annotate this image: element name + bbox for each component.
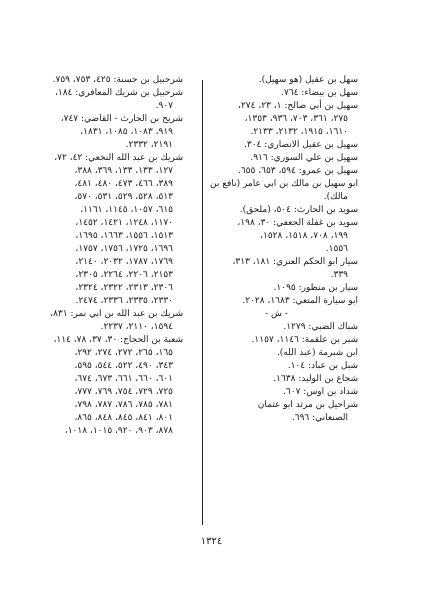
column-divider <box>202 80 203 525</box>
index-entry-continuation: ١٩٩، ٧٠٨، ١٥١٨، ١٥٢٨، <box>260 231 348 241</box>
index-entry: شرحبيل بن حسنة: ٤٢٥، ٧٥٣، ٧٥٩. <box>52 75 183 85</box>
index-entry-continuation: ٨٠١، ٨٤١، ٨٤٥، ٨٤٨، ٨٦٥، <box>74 413 173 423</box>
index-entry-continuation: ٦١٥، ١٠٥٧، ١١٤٥، ١١٦١، <box>80 205 173 215</box>
index-entry-continuation: مالك). <box>323 192 348 202</box>
index-entry: شجاع بن الوليد: ١٦٣٨. <box>273 374 358 384</box>
index-entry: سيار ابو الحكم العنزي: ١٨١، ٣١٣، <box>232 257 358 267</box>
index-entry-continuation: ٨٧٨، ٩٠٣، ٩٢٠، ١٠١٥، ١٠١٨، <box>64 426 173 436</box>
index-entry: سهيل بن عقيل الانصاري: ٣٠٤. <box>244 140 358 150</box>
index-entry: شريح بن الحارث - القاضي: ٧٤٧، <box>60 114 183 124</box>
index-entry-continuation: ١٥٩٤، ٢١١٠، ٢٢٣٧. <box>100 322 173 332</box>
index-entry-continuation: ٢١٩١، ٢٣٣٢. <box>125 140 173 150</box>
index-entry: ابو سيارة المتعي: ١٦٨٣، ٢٠٢٨. <box>242 296 358 306</box>
index-entry: ابن شبرمة (عبد الله). <box>276 348 358 358</box>
index-entry-continuation: ٦٠١، ٦٦٠، ٦٦١، ٦٧٣، ٦٧٤، <box>74 374 173 384</box>
index-entry: سهيل بن علي السوري: ٩١٦. <box>250 153 358 163</box>
index-entry-continuation: ٧٨١، ٧٨٥، ٧٨٦، ٧٨٧، ٧٩٨، <box>74 400 173 410</box>
index-entry: شبر بن علقمة: ١١٤٦، ١١٥٧. <box>251 335 358 345</box>
index-entry-continuation: ٩٠٧. <box>155 101 173 111</box>
index-entry-continuation: ١٥٥٦. <box>325 244 348 254</box>
index-entry-continuation: ٣٤٣، ٤٩٠، ٥٢٢، ٥٤٤، ٥٩٥، <box>74 361 173 371</box>
index-entry-continuation: ١٧٦٩، ١٧٨٧، ٢٠٣٢، ٢١٤٠، <box>75 257 173 267</box>
section-letter-heading: - ش - <box>265 309 288 319</box>
index-entry: شعبة بن الحجاج: ٣٠، ٣٧، ٧٨، ١١٤، <box>53 335 183 345</box>
index-entry-continuation: ٢٣٣٠، ٢٣٣٥، ٢٣٣٦، ٢٤٧٤. <box>75 296 173 306</box>
index-entry: شراحيل بن مرثد ابو عثمان <box>257 400 358 410</box>
index-entry-continuation: الصنعاني: ٦٩٦. <box>291 413 348 423</box>
index-entry: سويد بن غفلة الجعفي: ٣٠، ١٩٨، <box>237 218 358 228</box>
right-column <box>195 74 358 425</box>
index-entry-continuation: ١٥١٣، ١٥٥٦، ١٦٦٣، ١٦٩٥، <box>75 231 173 241</box>
index-entry-continuation: ٢١٥٣، ٢٢٠٦، ٢٢٦٤، ٢٣٠٥، <box>75 270 173 280</box>
index-entry: شداد بن اوس: ٦٠٧. <box>283 387 358 397</box>
index-entry: شباك الضبي: ١٢٧٩. <box>283 322 358 332</box>
index-entry: شرحبيل بن شريك المعافري: ١٨٤، <box>54 88 183 98</box>
index-entry-continuation: ١٦١٠، ١٩١٥، ٢١٣٢، ٢١٣٣. <box>250 127 348 137</box>
index-entry: ابو سهيل بن مالك بن ابي عامر (نافع بن <box>210 179 358 189</box>
index-entry: سهيل بن أبي صالح: ١، ٢٣، ٢٧٤، <box>238 101 358 111</box>
index-entry: سيار بن منظور: ١٠٩٥. <box>273 283 358 293</box>
index-entry-continuation: ١٦٩٦، ١٧٢٥، ١٧٥٦، ١٧٥٧، <box>75 244 173 254</box>
index-entry: سويد بن الحارث: ٥٠٤، (ملحق). <box>239 205 358 215</box>
index-entry-continuation: ٢٣٠٦، ٢٣١٣، ٢٣٢٢، ٢٣٢٤، <box>75 283 173 293</box>
index-entry: شريك بن عبد الله بن ابي نمر: ٨٣١، <box>50 309 183 319</box>
index-entry: سهل بن عقيل (هو سهيل). <box>258 75 358 85</box>
index-entry: شبل بن عباد: ١٠٤. <box>287 361 358 371</box>
left-column <box>20 74 183 438</box>
index-entry: سهل بن بيضاء: ٧٦٤. <box>281 88 358 98</box>
index-entry-continuation: ١٢٧، ١٣٣، ١٣٣، ٣٦٩، ٣٨٨، <box>74 166 173 176</box>
page-number: ١٣٢٤ <box>200 536 223 547</box>
index-entry: شريك بن عبد الله النخعي: ٤٢، ٧٢، <box>54 153 183 163</box>
index-entry: سهيل بن عمرو: ٥٩٤، ٦٥٣، ٦٥٥. <box>237 166 358 176</box>
index-entry-continuation: ١١٧٠، ١٢٤٨، ١٤٢١، ١٤٥٢، <box>75 218 173 228</box>
index-entry-continuation: ٩١٩، ١٠٨٣، ١٠٨٥، ١٨٣١، <box>80 127 173 137</box>
index-entry-continuation: ٧٢٥، ٧٢٩، ٧٥٤، ٧٦٩، ٧٧٧، <box>74 387 173 397</box>
index-entry-continuation: ٢٧٥، ٣٦١، ٧٠٣، ٩٣٦، ١٣٥٣، <box>244 114 348 124</box>
index-entry-continuation: ٥١٣، ٥٢٨، ٥٢٩، ٥٣١، ٥٧٠، <box>74 192 173 202</box>
index-entry-continuation: ٣٣٩. <box>330 270 348 280</box>
index-entry-continuation: ١٦٥، ٢٦٥، ٢٧٢، ٢٧٤، ٢٩٢، <box>74 348 173 358</box>
index-entry-continuation: ٣٨٩، ٤٦٦، ٤٧٣، ٤٨٠، ٤٨١، <box>74 179 173 189</box>
